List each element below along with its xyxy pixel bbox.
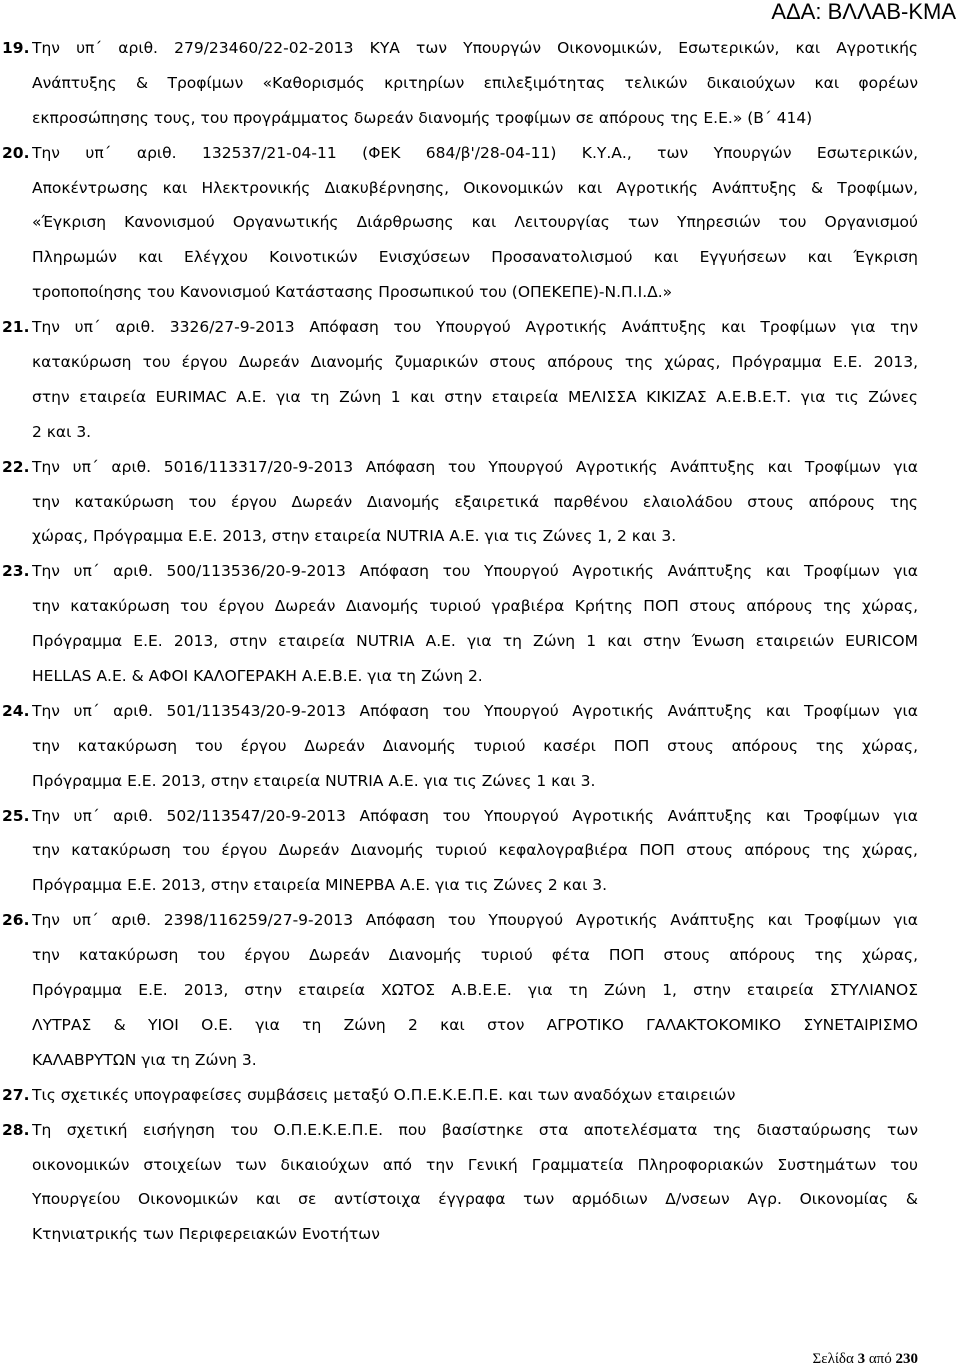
page-of-label: από	[868, 1351, 892, 1367]
list-item-19	[0, 31, 960, 136]
item-text-line: την κατακύρωση του έργου Δωρεάν Διανομής τυριού κασέρι ΠΟΠ στους απόρους της χώρας,	[32, 736, 918, 755]
item-number: 27.	[2, 1085, 30, 1104]
list-item-26	[0, 903, 960, 1077]
item-number: 25.	[2, 806, 30, 825]
item-text-line: Πρόγραμμα Ε.Ε. 2013, στην εταιρεία ΧΩΤΟΣ Α.Β.Ε.Ε. για τη Ζώνη 1, στην εταιρεία ΣΤΥΛΙΑΝΟΣ	[32, 981, 918, 1000]
item-text-line: Τη σχετική εισήγηση του Ο.Π.Ε.Κ.Ε.Π.Ε. που βασίστηκε στα αποτελέσματα της διασταύρωσης των	[32, 1120, 918, 1139]
item-text-line: χώρας, Πρόγραμμα Ε.Ε. 2013, στην εταιρεία NUTRIA Α.Ε. για τις Ζώνες 1, 2 και 3.	[32, 527, 677, 546]
item-text-line: Την υπ΄ αριθ. 132537/21-04-11 (ΦΕΚ 684/β'/28-04-11) Κ.Υ.Α., των Υπουργών Εσωτερικών,	[32, 143, 918, 162]
list-item-28	[0, 1113, 960, 1253]
item-text-line: Ανάπτυξης & Τροφίμων «Καθορισμός κριτηρίων επιλεξιμότητας τελικών δικαιούχων και φορέων	[32, 73, 918, 92]
list-item-25	[0, 799, 960, 904]
item-text-line: στην εταιρεία EURIMAC Α.Ε. για τη Ζώνη 1 και στην εταιρεία ΜΕΛΙΣΣΑ ΚΙΚΙΖΑΣ Α.Ε.Β.Ε.Τ. για τις Ζώνες	[32, 387, 918, 406]
item-text-line: Κτηνιατρικής των Περιφερειακών Ενοτήτων	[32, 1225, 380, 1244]
item-text-line: HELLAS Α.Ε. & ΑΦΟΙ ΚΑΛΟΓΕΡΑΚΗ Α.Ε.Β.Ε. για τη Ζώνη 2.	[32, 667, 483, 686]
item-text-line: Την υπ΄ αριθ. 2398/116259/27-9-2013 Απόφαση του Υπουργού Αγροτικής Ανάπτυξης και Τροφίμων για	[32, 911, 918, 930]
item-text-line: Τις σχετικές υπογραφείσες συμβάσεις μεταξύ Ο.Π.Ε.Κ.Ε.Π.Ε. και των αναδόχων εταιρειών	[32, 1085, 736, 1104]
item-text-line: κατακύρωση του έργου Δωρεάν Διανομής ζυμαρικών στους απόρους της χώρας, Πρόγραμμα Ε.Ε. 2013,	[32, 353, 918, 372]
item-text-line: εκπροσώπησης τους, του προγράμματος δωρεάν διανομής τροφίμων σε απόρους της Ε.Ε.» (Β΄ 414)	[32, 108, 813, 127]
item-text-line: Την υπ΄ αριθ. 5016/113317/20-9-2013 Απόφαση του Υπουργού Αγροτικής Ανάπτυξης και Τροφίμων για	[32, 457, 918, 476]
item-number: 24.	[2, 701, 30, 720]
item-number: 19.	[2, 39, 30, 57]
list-item-24	[0, 694, 960, 799]
item-text-line: Υπουργείου Οικονομικών και σε αντίστοιχα έγγραφα των αρμόδιων Δ/νσεων Αγρ. Οικονομίας &	[32, 1190, 918, 1209]
item-text-line: Την υπ΄ αριθ. 502/113547/20-9-2013 Απόφαση του Υπουργού Αγροτικής Ανάπτυξης και Τροφίμων για	[32, 806, 918, 825]
list-item-23	[0, 554, 960, 694]
list-item-27	[0, 1078, 960, 1113]
item-text-line: Την υπ΄ αριθ. 279/23460/22-02-2013 ΚΥΑ των Υπουργών Οικονομικών, Εσωτερικών, και Αγροτικής	[32, 39, 918, 57]
item-number: 28.	[2, 1120, 30, 1139]
item-text-line: Πρόγραμμα Ε.Ε. 2013, στην εταιρεία ΜΙΝΕΡΒΑ Α.Ε. για τις Ζώνες 2 και 3.	[32, 876, 608, 895]
item-text-line: «Έγκριση Κανονισμού Οργανωτικής Διάρθρωσης και Λειτουργίας των Υπηρεσιών του Οργανισμού	[32, 213, 918, 232]
item-number: 23.	[2, 562, 30, 581]
item-text-line: τροποποίησης του Κανονισμού Κατάστασης Προσωπικού του (ΟΠΕΚΕΠΕ)-Ν.Π.Ι.Δ.»	[32, 283, 673, 302]
list-item-21	[0, 310, 960, 450]
ada-code: ΑΔΑ: ΒΛΛΑΒ-ΚΜΑ	[771, 0, 956, 24]
item-text-line: Την υπ΄ αριθ. 500/113536/20-9-2013 Απόφαση του Υπουργού Αγροτικής Ανάπτυξης και Τροφίμων για	[32, 562, 918, 581]
item-text-line: Πρόγραμμα Ε.Ε. 2013, στην εταιρεία NUTRIA Α.Ε. για τη Ζώνη 1 και στην Ένωση εταιρειών EURICOM	[32, 632, 918, 651]
item-number: 21.	[2, 318, 30, 337]
item-number: 20.	[2, 143, 30, 162]
page-total: 230	[895, 1351, 918, 1367]
page-number-footer	[813, 1350, 918, 1368]
item-text-line: οικονομικών στοιχείων των δικαιούχων από την Γενική Γραμματεία Πληροφοριακών Συστημάτων του	[32, 1155, 918, 1174]
document-body	[0, 31, 960, 1252]
page-current: 3	[857, 1351, 866, 1367]
item-text-line: την κατακύρωση του έργου Δωρεάν Διανομής εξαιρετικά παρθένου ελαιολάδου στους απόρους της	[32, 492, 918, 511]
item-text-line: Πληρωμών και Ελέγχου Κοινοτικών Ενισχύσεων Προσανατολισμού και Εγγυήσεων και Έγκριση	[32, 248, 918, 267]
item-text-line: την κατακύρωση του έργου Δωρεάν Διανομής τυριού κεφαλογραβιέρα ΠΟΠ στους απόρους της χώρας,	[32, 841, 918, 860]
list-item-22	[0, 450, 960, 555]
item-text-line: 2 και 3.	[32, 422, 92, 441]
item-text-line: Την υπ΄ αριθ. 3326/27-9-2013 Απόφαση του Υπουργού Αγροτικής Ανάπτυξης και Τροφίμων για την	[32, 318, 918, 337]
item-number: 26.	[2, 911, 30, 930]
item-text-line: ΛΥΤΡΑΣ & ΥΙΟΙ Ο.Ε. για τη Ζώνη 2 και στον ΑΓΡΟΤΙΚΟ ΓΑΛΑΚΤΟΚΟΜΙΚΟ ΣΥΝΕΤΑΙΡΙΣΜΟ	[32, 1015, 918, 1034]
item-text-line: Την υπ΄ αριθ. 501/113543/20-9-2013 Απόφαση του Υπουργού Αγροτικής Ανάπτυξης και Τροφίμων για	[32, 701, 918, 720]
item-text-line: Αποκέντρωσης και Ηλεκτρονικής Διακυβέρνησης, Οικονομικών και Αγροτικής Ανάπτυξης & Τροφίμων,	[32, 178, 918, 197]
list-item-20	[0, 136, 960, 310]
item-number: 22.	[2, 457, 30, 476]
item-text-line: την κατακύρωση του έργου Δωρεάν Διανομής τυριού φέτα ΠΟΠ στους απόρους της χώρας,	[32, 946, 918, 965]
page-label: Σελίδα	[812, 1351, 854, 1367]
item-text-line: Πρόγραμμα Ε.Ε. 2013, στην εταιρεία NUTRIA Α.Ε. για τις Ζώνες 1 και 3.	[32, 771, 596, 790]
item-text-line: ΚΑΛΑΒΡΥΤΩΝ για τη Ζώνη 3.	[32, 1050, 257, 1069]
item-text-line: την κατακύρωση του έργου Δωρεάν Διανομής τυριού γραβιέρα Κρήτης ΠΟΠ στους απόρους της χώρας,	[32, 597, 918, 616]
